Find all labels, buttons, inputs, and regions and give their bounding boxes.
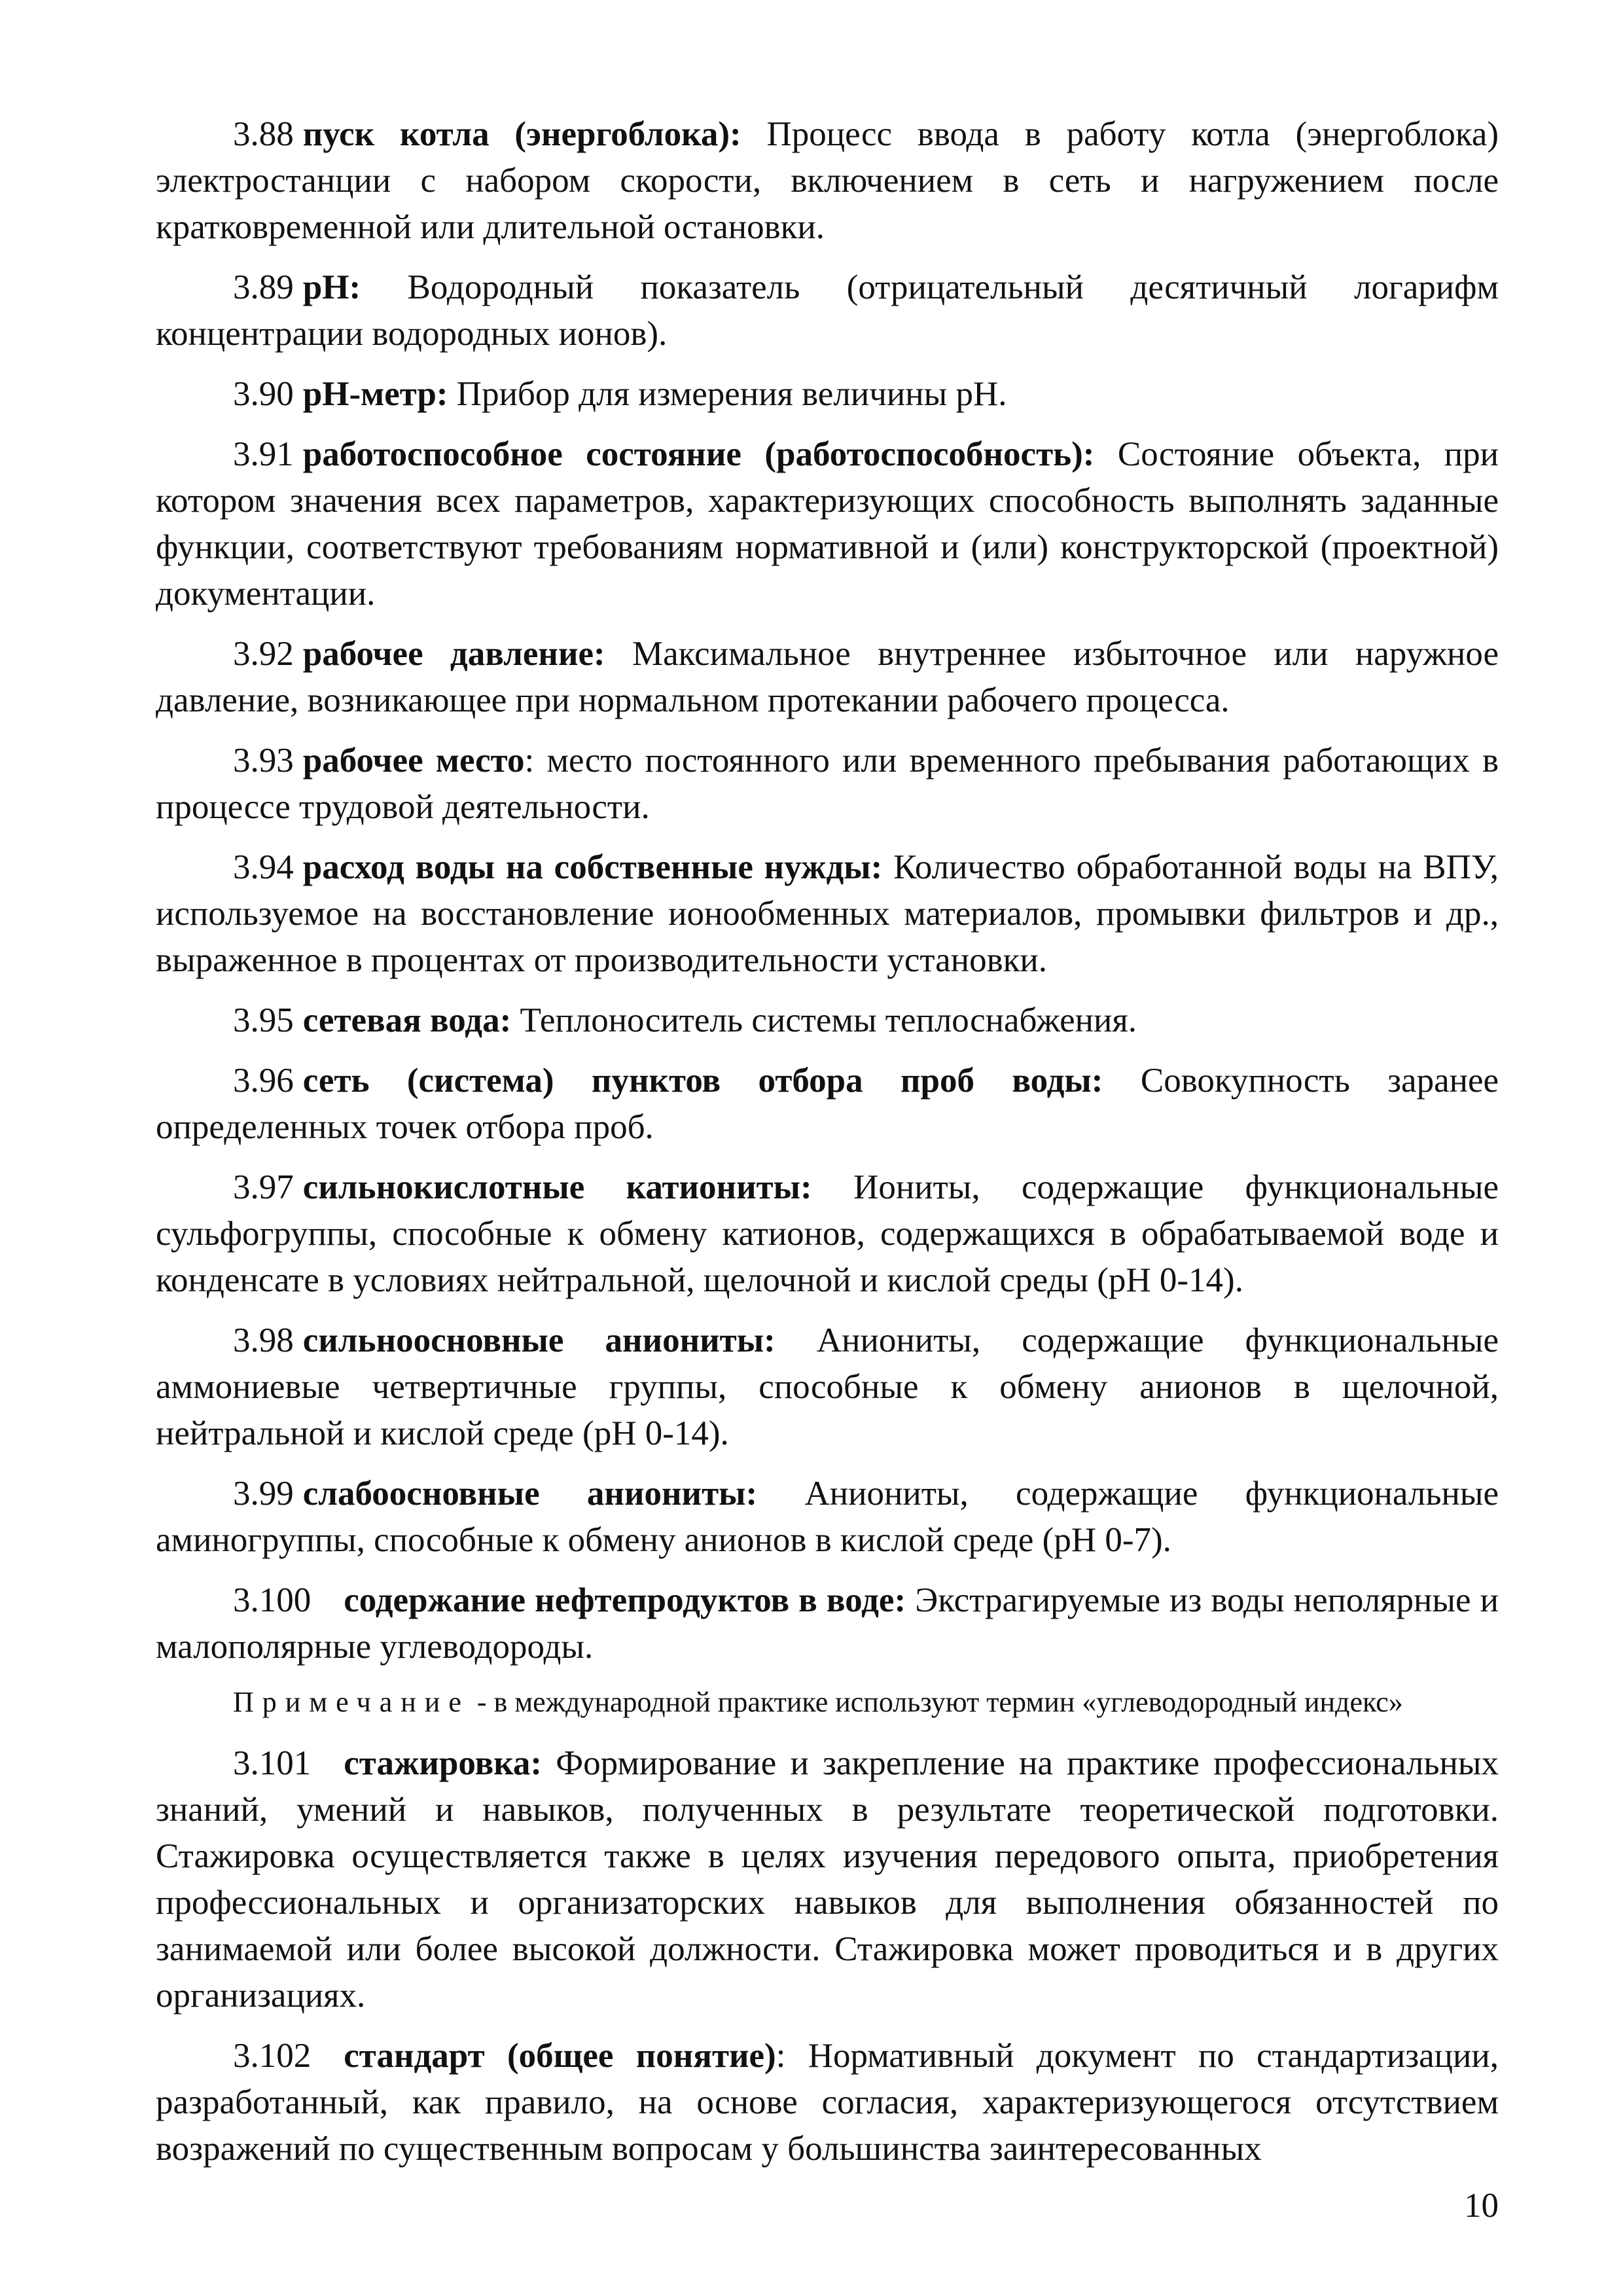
term-name: пуск котла (энергоблока): xyxy=(302,115,741,153)
term-3-95 xyxy=(156,997,1499,1044)
term-3-93 xyxy=(156,738,1499,831)
term-definition: Количество обработанной воды на ВПУ, используемое на восстановление ионообменных материалов, промывки фильтров и др., выраженное в процентах от производительности установки. xyxy=(156,848,1499,979)
term-name: сильнокислотные катиониты: xyxy=(302,1168,812,1206)
term-3-92 xyxy=(156,631,1499,724)
term-definition: Иониты, содержащие функциональные сульфогруппы, способные к обмену катионов, содержащихся в обрабатываемой воде и конденсате в условиях нейтральной, щелочной и кислой среды (pH 0-14). xyxy=(156,1168,1499,1299)
term-definition: Водородный показатель (отрицательный десятичный логарифм концентрации водородных ионов). xyxy=(156,268,1499,353)
term-number: 3.91 xyxy=(233,435,294,473)
term-definition: Совокупность заранее определенных точек отбора проб. xyxy=(156,1062,1499,1146)
page-number: 10 xyxy=(1464,2187,1499,2225)
term-name: pH: xyxy=(302,268,361,306)
term-3-102 xyxy=(156,2033,1499,2172)
term-3-97 xyxy=(156,1164,1499,1304)
term-number: 3.99 xyxy=(233,1475,294,1513)
term-3-94 xyxy=(156,844,1499,984)
term-definition: : Нормативный документ по стандартизации, разработанный, как правило, на основе согласия, характеризующегося отсутствием возражений по существенным вопросам у большинства заинтересованных xyxy=(156,2037,1499,2168)
term-name: сетевая вода: xyxy=(302,1001,512,1039)
term-definition: Теплоноситель системы теплоснабжения. xyxy=(520,1001,1137,1039)
term-name: стандарт (общее понятие) xyxy=(344,2037,776,2075)
term-name: pH-метр: xyxy=(302,375,448,413)
term-name: рабочее давление: xyxy=(302,635,605,673)
term-number: 3.92 xyxy=(233,635,294,673)
term-3-99 xyxy=(156,1471,1499,1564)
term-name: содержание нефтепродуктов в воде: xyxy=(344,1581,906,1619)
note-text: - в международной практике используют термин «углеводородный индекс» xyxy=(476,1686,1403,1718)
term-number: 3.88 xyxy=(233,115,294,153)
document-page xyxy=(156,111,1499,2186)
term-3-90 xyxy=(156,371,1499,418)
term-name: сеть (система) пунктов отбора проб воды: xyxy=(302,1062,1103,1100)
term-number: 3.96 xyxy=(233,1062,294,1100)
term-definition: Экстрагируемые из воды неполярные и малополярные углеводороды. xyxy=(156,1581,1499,1666)
term-3-101 xyxy=(156,1740,1499,2019)
term-name: расход воды на собственные нужды: xyxy=(302,848,883,886)
term-definition: Максимальное внутреннее избыточное или наружное давление, возникающее при нормальном протекании рабочего процесса. xyxy=(156,635,1499,719)
term-definition: Аниониты, содержащие функциональные аминогруппы, способные к обмену анионов в кислой среде (pH 0-7). xyxy=(156,1475,1499,1559)
term-name: слабоосновные аниониты: xyxy=(302,1475,758,1513)
term-number: 3.98 xyxy=(233,1321,294,1359)
term-number: 3.94 xyxy=(233,848,294,886)
term-number: 3.101 xyxy=(233,1744,312,1782)
term-definition: Аниониты, содержащие функциональные аммониевые четвертичные группы, способные к обмену анионов в щелочной, нейтральной и кислой среде (pH 0-14). xyxy=(156,1321,1499,1452)
term-definition: Формирование и закрепление на практике профессиональных знаний, умений и навыков, полученных в результате теоретической подготовки. Стажировка осуществляется также в целях изучения передового опыта, приобретения профессиональных и организаторских навыков для выполнения обязанностей по занимаемой или более высокой должности. Стажировка может проводиться и в других организациях. xyxy=(156,1744,1499,2015)
term-3-96 xyxy=(156,1058,1499,1151)
note xyxy=(156,1684,1499,1721)
term-number: 3.100 xyxy=(233,1581,312,1619)
term-number: 3.102 xyxy=(233,2037,312,2075)
term-3-88 xyxy=(156,111,1499,251)
term-number: 3.93 xyxy=(233,742,294,780)
term-definition: Процесс ввода в работу котла (энергоблока) электростанции с набором скорости, включением в сеть и нагружением после кратковременной или длительной остановки. xyxy=(156,115,1499,246)
term-number: 3.97 xyxy=(233,1168,294,1206)
term-definition: Состояние объекта, при котором значения всех параметров, характеризующих способность выполнять заданные функции, соответствуют требованиям нормативной и (или) конструкторской (проектной) документации. xyxy=(156,435,1499,613)
term-3-91 xyxy=(156,431,1499,617)
term-definition: Прибор для измерения величины pH. xyxy=(456,375,1007,413)
term-name: стажировка: xyxy=(344,1744,543,1782)
term-name: сильноосновные аниониты: xyxy=(302,1321,776,1359)
term-number: 3.90 xyxy=(233,375,294,413)
note-label: Примечание xyxy=(233,1686,470,1718)
term-3-100 xyxy=(156,1577,1499,1670)
term-number: 3.95 xyxy=(233,1001,294,1039)
term-definition: : место постоянного или временного пребывания работающих в процессе трудовой деятельности. xyxy=(156,742,1499,826)
term-3-89 xyxy=(156,264,1499,357)
term-name: работоспособное состояние (работоспособность): xyxy=(302,435,1095,473)
term-name: рабочее место xyxy=(302,742,525,780)
term-3-98 xyxy=(156,1318,1499,1457)
term-number: 3.89 xyxy=(233,268,294,306)
